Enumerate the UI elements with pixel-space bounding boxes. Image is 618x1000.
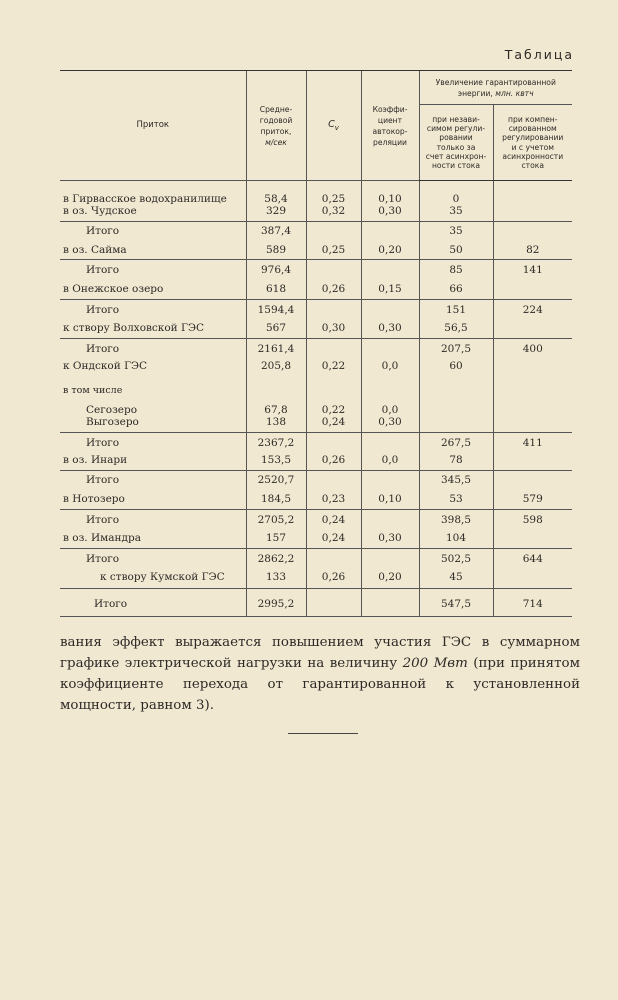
cell-ind: 50 — [419, 239, 493, 259]
cell-cv — [306, 375, 361, 398]
cell-r — [361, 470, 419, 488]
row-label: в том числе — [63, 385, 123, 396]
cell-r: 0,0 — [361, 450, 419, 470]
cell-r: 0,30 — [361, 527, 419, 548]
cell-ind — [419, 398, 493, 416]
cell-ind: 35 — [419, 221, 493, 239]
cell-r: 0,20 — [361, 239, 419, 259]
cell-r — [361, 338, 419, 358]
cell-r — [361, 299, 419, 317]
cell-cv: 0,24 — [306, 509, 361, 527]
cell-r: 0,20 — [361, 566, 419, 588]
table-row — [60, 181, 572, 206]
cell-ind: 0 — [419, 181, 493, 206]
row-label: к створу Волховской ГЭС — [63, 322, 205, 334]
cell-comp — [493, 416, 572, 432]
cell-comp: 411 — [493, 432, 572, 450]
cell-flow: 1594,4 — [246, 299, 306, 317]
cell-r: 0,0 — [361, 358, 419, 375]
table-row — [60, 416, 572, 432]
cell-ind: 267,5 — [419, 432, 493, 450]
cell-ind — [419, 375, 493, 398]
cell-ind: 85 — [419, 259, 493, 277]
table-row — [60, 299, 572, 317]
cell-r: 0,30 — [361, 317, 419, 338]
cell-cv: 0,26 — [306, 450, 361, 470]
cell-flow: 2995,2 — [246, 588, 306, 616]
cell-cv: 0,22 — [306, 358, 361, 375]
header-compensated: при компен- сированном регулировании и с учетом асинхронности стока — [493, 105, 572, 181]
row-label: к Ондской ГЭС — [63, 360, 148, 372]
row-label: Сегозеро — [86, 404, 138, 416]
cell-ind: 547,5 — [419, 588, 493, 616]
cell-flow: 2862,2 — [246, 548, 306, 566]
cell-r — [361, 509, 419, 527]
cell-comp: 644 — [493, 548, 572, 566]
cell-comp — [493, 450, 572, 470]
row-label: Итого — [60, 588, 246, 616]
cell-cv — [306, 259, 361, 277]
table-row — [60, 432, 572, 450]
cell-flow: 184,5 — [246, 488, 306, 509]
table-row — [60, 548, 572, 566]
table-row — [60, 588, 572, 616]
body-paragraph: вания эффект выражается повышением участия ГЭС в суммарном графике электрической нагрузки на величину 200 Мвт (при принятом коэффициенте перехода от гарантированной к установленной мощности, равном 3). — [60, 635, 580, 713]
cell-cv: 0,24 — [306, 527, 361, 548]
cell-comp — [493, 221, 572, 239]
row-label: Итого — [60, 338, 246, 358]
cell-comp: 224 — [493, 299, 572, 317]
cell-comp: 141 — [493, 259, 572, 277]
cell-flow: 138 — [246, 416, 306, 432]
row-label: в оз. Имандра — [63, 532, 142, 544]
cell-cv: 0,24 — [306, 416, 361, 432]
table-row — [60, 566, 572, 588]
table-row — [60, 450, 572, 470]
cell-comp — [493, 470, 572, 488]
table-row — [60, 221, 572, 239]
cell-r — [361, 221, 419, 239]
cell-cv: 0,23 — [306, 488, 361, 509]
cell-r: 0,30 — [361, 205, 419, 221]
data-table — [60, 70, 572, 617]
cell-comp — [493, 566, 572, 588]
cell-r — [361, 432, 419, 450]
cell-flow: 58,4 — [246, 181, 306, 206]
cell-ind: 56,5 — [419, 317, 493, 338]
cell-r: 0,10 — [361, 181, 419, 206]
cell-flow: 567 — [246, 317, 306, 338]
cell-ind: 45 — [419, 566, 493, 588]
cell-comp — [493, 398, 572, 416]
cell-cv: 0,26 — [306, 277, 361, 299]
cell-cv: 0,22 — [306, 398, 361, 416]
cell-ind: 207,5 — [419, 338, 493, 358]
cell-comp — [493, 317, 572, 338]
cell-r: 0,30 — [361, 416, 419, 432]
cell-ind: 60 — [419, 358, 493, 375]
cell-comp: 400 — [493, 338, 572, 358]
cell-cv — [306, 338, 361, 358]
cell-r: 0,0 — [361, 398, 419, 416]
cell-cv — [306, 221, 361, 239]
table-row — [60, 375, 572, 398]
cell-ind: 151 — [419, 299, 493, 317]
row-label: Итого — [60, 221, 246, 239]
cell-flow: 329 — [246, 205, 306, 221]
cell-r: 0,10 — [361, 488, 419, 509]
table-row — [60, 470, 572, 488]
row-label: в оз. Чудское — [63, 205, 137, 217]
cell-cv: 0,30 — [306, 317, 361, 338]
header-inflow: Приток — [60, 71, 246, 181]
row-label: Итого — [60, 548, 246, 566]
table-row — [60, 527, 572, 548]
cell-flow: 205,8 — [246, 358, 306, 375]
header-energy-increase: Увеличение гарантированной энергии, млн. квтч — [419, 71, 572, 105]
table-row — [60, 205, 572, 221]
cell-comp — [493, 181, 572, 206]
cell-comp — [493, 205, 572, 221]
header-independent: при незави- симом регули- ровании только за счет асинхрон- ности стока — [419, 105, 493, 181]
table-row — [60, 358, 572, 375]
row-label: к створу Кумской ГЭС — [100, 571, 225, 583]
cell-flow: 2161,4 — [246, 338, 306, 358]
cell-flow: 618 — [246, 277, 306, 299]
table-row — [60, 317, 572, 338]
cell-cv: 0,25 — [306, 239, 361, 259]
table-caption: Таблица — [504, 47, 574, 62]
row-label: в Гирвасское водохранилище — [60, 181, 246, 206]
cell-cv: 0,32 — [306, 205, 361, 221]
cell-r: 0,15 — [361, 277, 419, 299]
cell-ind: 502,5 — [419, 548, 493, 566]
cell-cv: 0,25 — [306, 181, 361, 206]
row-label: Итого — [60, 259, 246, 277]
table-row — [60, 488, 572, 509]
section-rule — [288, 733, 358, 734]
row-label: в Онежское озеро — [63, 283, 164, 295]
cell-flow: 2705,2 — [246, 509, 306, 527]
row-label: Итого — [60, 432, 246, 450]
header-cv: $C_v$ — [306, 71, 361, 181]
cell-ind: 35 — [419, 205, 493, 221]
table-row — [60, 338, 572, 358]
cell-r — [361, 259, 419, 277]
table-row — [60, 277, 572, 299]
cell-flow: 153,5 — [246, 450, 306, 470]
cell-flow — [246, 375, 306, 398]
cell-comp: 714 — [493, 588, 572, 616]
cell-cv — [306, 588, 361, 616]
cell-flow: 2367,2 — [246, 432, 306, 450]
row-label: в оз. Инари — [63, 454, 128, 466]
cell-r — [361, 588, 419, 616]
cell-ind: 78 — [419, 450, 493, 470]
cell-comp: 82 — [493, 239, 572, 259]
table-row — [60, 259, 572, 277]
row-label: Итого — [60, 509, 246, 527]
cell-ind: 345,5 — [419, 470, 493, 488]
cell-comp — [493, 277, 572, 299]
header-autocorrelation: Коэффи- циент автокор- реляции — [361, 71, 419, 181]
cell-comp — [493, 527, 572, 548]
cell-flow: 133 — [246, 566, 306, 588]
cell-cv — [306, 470, 361, 488]
table-row — [60, 398, 572, 416]
cell-r — [361, 548, 419, 566]
row-label: в оз. Сайма — [63, 244, 127, 256]
row-label: Выгозеро — [86, 416, 139, 428]
cell-comp: 579 — [493, 488, 572, 509]
header-mean-flow: Средне- годовой приток, м/сек — [246, 71, 306, 181]
table-row — [60, 509, 572, 527]
cell-comp — [493, 358, 572, 375]
cell-cv — [306, 548, 361, 566]
cell-comp: 598 — [493, 509, 572, 527]
table-row — [60, 239, 572, 259]
cell-cv: 0,26 — [306, 566, 361, 588]
cell-r — [361, 375, 419, 398]
row-label: в Нотозеро — [63, 493, 125, 505]
cell-cv — [306, 299, 361, 317]
cell-flow: 589 — [246, 239, 306, 259]
cell-cv — [306, 432, 361, 450]
cell-flow: 67,8 — [246, 398, 306, 416]
cell-ind: 104 — [419, 527, 493, 548]
cell-flow: 976,4 — [246, 259, 306, 277]
row-label: Итого — [60, 470, 246, 488]
cell-ind: 66 — [419, 277, 493, 299]
cell-ind: 398,5 — [419, 509, 493, 527]
cell-ind — [419, 416, 493, 432]
row-label: Итого — [60, 299, 246, 317]
cell-flow: 157 — [246, 527, 306, 548]
cell-flow: 2520,7 — [246, 470, 306, 488]
cell-ind: 53 — [419, 488, 493, 509]
cell-flow: 387,4 — [246, 221, 306, 239]
cell-comp — [493, 375, 572, 398]
